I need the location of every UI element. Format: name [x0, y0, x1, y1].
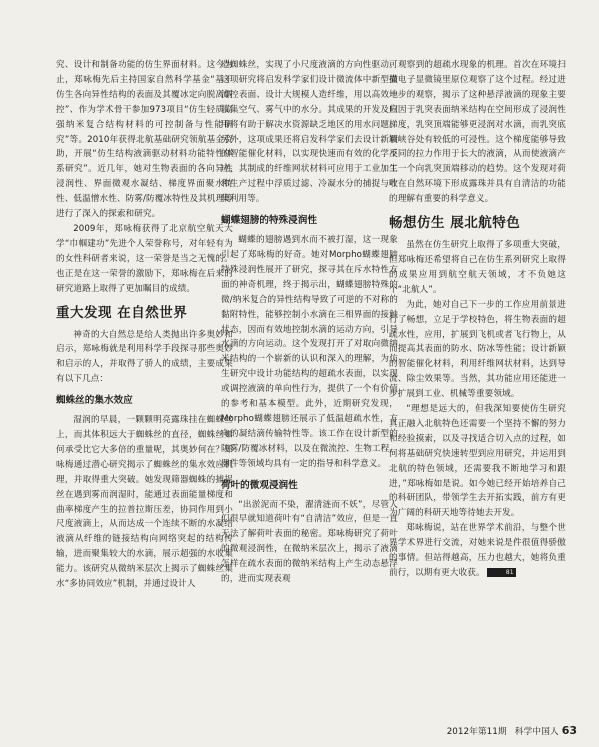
section-heading: 重大发现 在自然世界 — [56, 304, 188, 321]
text-column-1 — [56, 58, 233, 592]
paragraph: “出淤泥而不染，濯清涟而不妖”，尽管人们很早就知道荷叶有“自清洁”效应，但是一直无法了解荷叶表面的秘密。郑咏梅研究了荷叶的微观浸润性，在微纳米层次上，揭示了液滴怎样在疏水表面的微纳米结构上产生动态悬浮的，进而实现表观 — [221, 499, 398, 585]
paragraph — [389, 521, 566, 581]
issue-label: 2012年第11期 — [446, 727, 507, 737]
end-mark-icon: 81 — [487, 568, 516, 577]
paragraph: 湿润的早晨，一颗颗明亮露珠挂在蜘蛛丝上，而其体积远大于蜘蛛丝的直径，蜘蛛丝如何承受比它大多倍的重量呢，其奥妙何在？郑咏梅通过潜心研究揭示了蜘蛛丝的集水效应机理，并取得重大突破。她发现筛器蜘蛛的捕捉丝在遇到雾而润湿时，能通过表面能量梯度和曲率梯度产生的拉普拉斯压差，协同作用到小尺度液滴上，从而达成一个连续不断的水凝结液滴从纤维的链接结构向网络突起的结构传输，进而聚集较大的水滴，展示超强的水收集能力。该研究从微纳米层次上揭示了蜘蛛丝集水“多协同效应”机制，并通过设计人 — [56, 415, 233, 590]
text-column-3 — [389, 58, 566, 581]
magazine-name: 科学中国人 — [514, 727, 559, 737]
paragraph: 为此，她对自己下一步的工作应用前景进行了畅想，立足于学校特色，将生物表面的超疏水性，应用，扩展到飞机或者飞行物上，从而提高其表面的防水、防冰等性能；设计新颖的智能催化材料，利用纤维网状材料，达到导流、除尘效果等。当然，其功能应用还能进一步扩展到工业、机械等重要领域。 — [389, 299, 566, 400]
text-column-2 — [221, 58, 398, 587]
page-number: 63 — [561, 724, 577, 737]
paragraph: 神奇的大自然总是给人类抛出许多奥妙和启示，郑咏梅就是利用科学手段探寻那些奥妙和启示的人，并取得了骄人的成绩，主要成果有以下几点： — [56, 329, 233, 385]
page-footer — [447, 724, 577, 737]
paragraph: 2009年，郑咏梅获得了北京航空航天大学“巾帼建功”先进个人荣誉称号，对年轻有为的女性科研者来说，这一荣誉是当之无愧的。也正是在这一荣誉的激励下，郑咏梅在后来的研究道路上取得了更加瞩目的成绩。 — [56, 223, 233, 294]
subsection-heading: 蝴蝶翅膀的特殊浸润性 — [221, 215, 317, 227]
paragraph: 究、设计和制备功能的仿生界面材料。这今为止，郑咏梅先后主持国家自然科学基金“基于仿生各向异性结构的表面及其覆冰定向脱离调控”、作为学术骨干参加973项目“仿生轻质高强纳米复合结构材料的可控制备与性能研究”等。2010年获得北航基础研究领航基金资助，开展“仿生结构液滴驱动材料功能特性体系研究”。近几年，她对生物表面的各向异性浸润性、界面微观水凝结、梯度界面聚水特性、低温憎水性、防雾/防覆冰特性及其机理等进行了深入的探索和研究。 — [56, 60, 233, 220]
paragraph: 蝴蝶的翅膀遇到水而不被打湿，这一现象引起了郑咏梅的好奇。她对Morpho蝴蝶翅膀特殊浸润性展开了研究，探寻其在斥水特性方面的神奇机理，终于揭示出，蝴蝶翅膀特殊的微/纳米复合的异性结构导致了可逆的不对称的黏附特性，能够控制小水滴在三相界面的接触状态，因而有效地控制水滴的运动方向，引导水滴的方向运动。这个发现打开了对取向微纳米结构的一个崭新的认识和深入的理解，为仿生研究中设计功能结构的超疏水表面，以实现或调控液滴的单向性行为，提供了一个有价值的参考和基本模型。此外，近期研究发现，Morpho蝴蝶翅膀还展示了低温超疏水性，方向的凝结滴传输特性等。该工作在设计新型的防雾/防覆冰材料，以及在微流控、生物工程、器件等领域均具有一定的指导和科学意义。 — [221, 235, 398, 469]
paragraph: 造蜘蛛丝，实现了小尺度液滴的方向性驱动。这项研究将启发科学家们设计微流体中新型微流控表面、设计大规模人造纤维，用以高效地收集空气、雾气中的水分。其成果的开发及应用将有助于解决水资源缺乏地区的用水问题。另外，这项成果还将启发科学家们去设计新颖的智能催化材料，以实现快速而有效的化学反应，其制成的纤维网状材料可应用于工业加工和生产过程中浮质过滤、冷凝水分的捕捉与收集利用等。 — [221, 60, 398, 205]
paragraph-text: 郑咏梅说，站在世界学术前沿，与整个世界学术界进行交流，对她来说是件很值得骄傲的事情。但站得越高，压力也越大，她将负重前行，以期有更大收获。 — [389, 523, 566, 578]
paragraph: “理想是远大的，但我深知要使仿生研究真正融入北航特色还需要一个坚持不懈的努力和经验摸索，以及寻找适合切入点的过程，如何将基础研究快速转型到应用研究，并运用到北航的特色领域，还需要我不断地学习和跟进，”郑咏梅如是说。如今她已经开始培养自己的科研团队，带领学生去开拓实践，前方有更为广阔的科研天地等待她去开发。 — [389, 404, 566, 519]
paragraph: 可观察到的超疏水现象的机理。首次在环境扫描电子显微镜里原位观察了这个过程。经过进一步的观察，揭示了这种悬浮液滴的现象主要归因于乳突表面纳米结构在空间形成了浸润性梯度，乳突顶端能够更浸润对水滴，而乳突底端峡谷处有较低的可浸性。这个梯度能够导致不同的拉力作用于长大的液滴，从而使液滴产生一个向乳突顶端移动的趋势。这个发现对荷叶在自然环境下形成露珠并具有自清洁的功能的理解有重要的科学意义。 — [389, 60, 566, 205]
subsection-heading: 蜘蛛丝的集水效应 — [56, 395, 133, 407]
paragraph: 虽然在仿生研究上取得了多项重大突破，但郑咏梅还希望将自己在仿生系列研究上取得的成果应用到航空航天领域，才不负她这个“北航人”。 — [389, 240, 566, 295]
subsection-heading: 荷叶的微观浸润性 — [221, 479, 298, 491]
section-heading: 畅想仿生 展北航特色 — [389, 215, 521, 232]
